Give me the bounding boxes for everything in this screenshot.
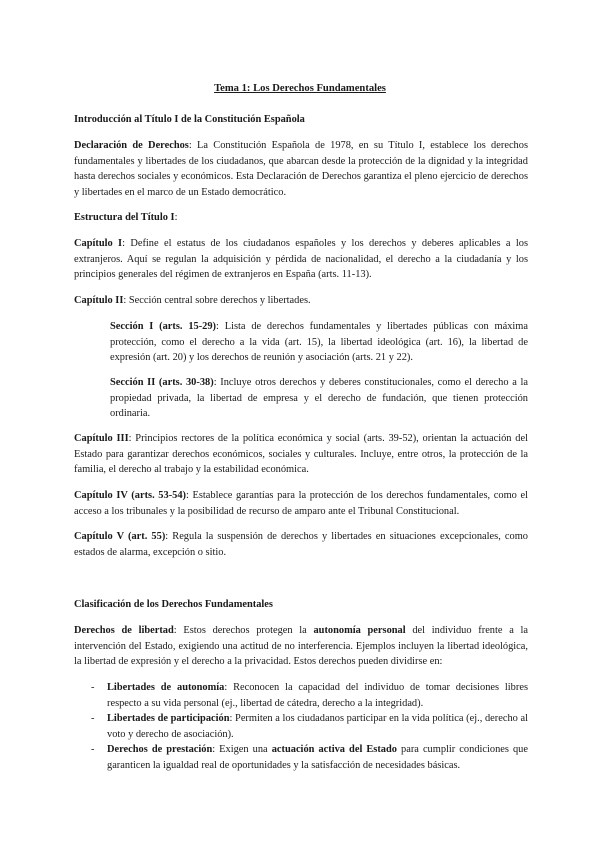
seccion-1-paragraph: Sección I (arts. 15-29): Lista de derechos fundamentales y libertades públicas con máxima protección, como el derecho a la vida (art. 15), la libertad ideológica (art. 16), la libertad de expresión (art. 20) y los derechos de reunión y asociación (arts. 21 y 22). (110, 321, 528, 364)
capitulo-5-label: Capítulo V (art. 55) (74, 531, 166, 542)
capitulo-5-paragraph: Capítulo V (art. 55): Regula la suspensión de derechos y libertades en situaciones excepcionales, como estados de alarma, excepción o sitio. (74, 531, 528, 558)
libertades-list (74, 680, 528, 774)
declaracion-paragraph (74, 138, 528, 200)
list-dash: - (91, 744, 95, 756)
capitulo-4-label: Capítulo IV (arts. 53-54) (74, 490, 187, 501)
capitulo-3-label: Capítulo III (74, 433, 129, 444)
capitulo-2-label: Capítulo II (74, 295, 124, 306)
list-dash: - (91, 713, 95, 725)
derechos-libertad-paragraph: Derechos de libertad: Estos derechos protegen la autonomía personal del individuo frente a la intervención del Estado, exigiendo una actitud de no interferencia. Ejemplos incluyen la libertad ideológica, la libertad de expresión y el derecho a la privacidad. Estos derechos pueden dividirse en: (74, 625, 529, 668)
list-item: - Derechos de prestación: Exigen una actuación activa del Estado para cumplir condiciones que garanticen la igualdad real de oportunidades y la satisfacción de necesidades básicas. (91, 744, 528, 771)
capitulo-1-paragraph: Capítulo I: Define el estatus de los ciudadanos españoles y los derechos y deberes aplicables a los extranjeros. Aquí se regulan la adquisición y pérdida de nacionalidad, el derecho a la ciudadanía y los principios generales del régimen de extranjeros en España (arts. 11-13). (74, 238, 528, 281)
seccion-2-label: Sección II (arts. 30-38) (110, 377, 214, 388)
seccion-1-label: Sección I (arts. 15-29) (110, 321, 217, 332)
derechos-libertad-label: Derechos de libertad (74, 625, 174, 636)
capitulo-3-paragraph: Capítulo III: Principios rectores de la política económica y social (arts. 39-52), orientan la actuación del Estado para garantizar derechos económicos, sociales y culturales. Incluye, entre otros, la protección de la familia, el derecho al trabajo y la estabilidad económica. (74, 433, 528, 476)
intro-heading: Introducción al Título I de la Constitución Española (74, 114, 305, 125)
capitulo-2-paragraph: Capítulo II: Sección central sobre derechos y libertades. (74, 295, 311, 306)
list-item: - Libertades de participación: Permiten a los ciudadanos participar en la vida política (ej., derecho al voto y derecho de asociación). (91, 713, 528, 740)
seccion-2-paragraph: Sección II (arts. 30-38): Incluye otros derechos y deberes constitucionales, como el derecho a la propiedad privada, la libertad de empresa y el derecho de fundación, que tienen protección ordinaria. (110, 377, 528, 420)
capitulo-1-label: Capítulo I (74, 238, 123, 249)
capitulo-4-paragraph: Capítulo IV (arts. 53-54): Establece garantías para la protección de los derechos fundamentales, como el acceso a los tribunales y la posibilidad de recurso de amparo ante el Tribunal Constitucional. (74, 490, 528, 517)
declaracion-text: : La Constitución Española de 1978, en su Título I, establece los derechos fundamentales y libertades de los ciudadanos, que abarcan desde la protección de la dignidad y la integridad hasta derechos sociales y económicos. Esta Declaración de Derechos garantiza el pleno ejercicio de derechos y libertades en el marco de un Estado democrático. (74, 140, 528, 198)
estructura-heading: Estructura del Título I: (74, 212, 178, 223)
page-title: Tema 1: Los Derechos Fundamentales (214, 83, 386, 94)
list-dash: - (91, 682, 95, 693)
list-item: - Libertades de autonomía: Reconocen la capacidad del individuo de tomar decisiones libres respecto a su vida personal (ej., libertad de cátedra, derecho a la integridad). (91, 682, 528, 709)
clasificacion-heading: Clasificación de los Derechos Fundamentales (74, 599, 273, 610)
declaracion-label: Declaración de Derechos (74, 140, 189, 151)
